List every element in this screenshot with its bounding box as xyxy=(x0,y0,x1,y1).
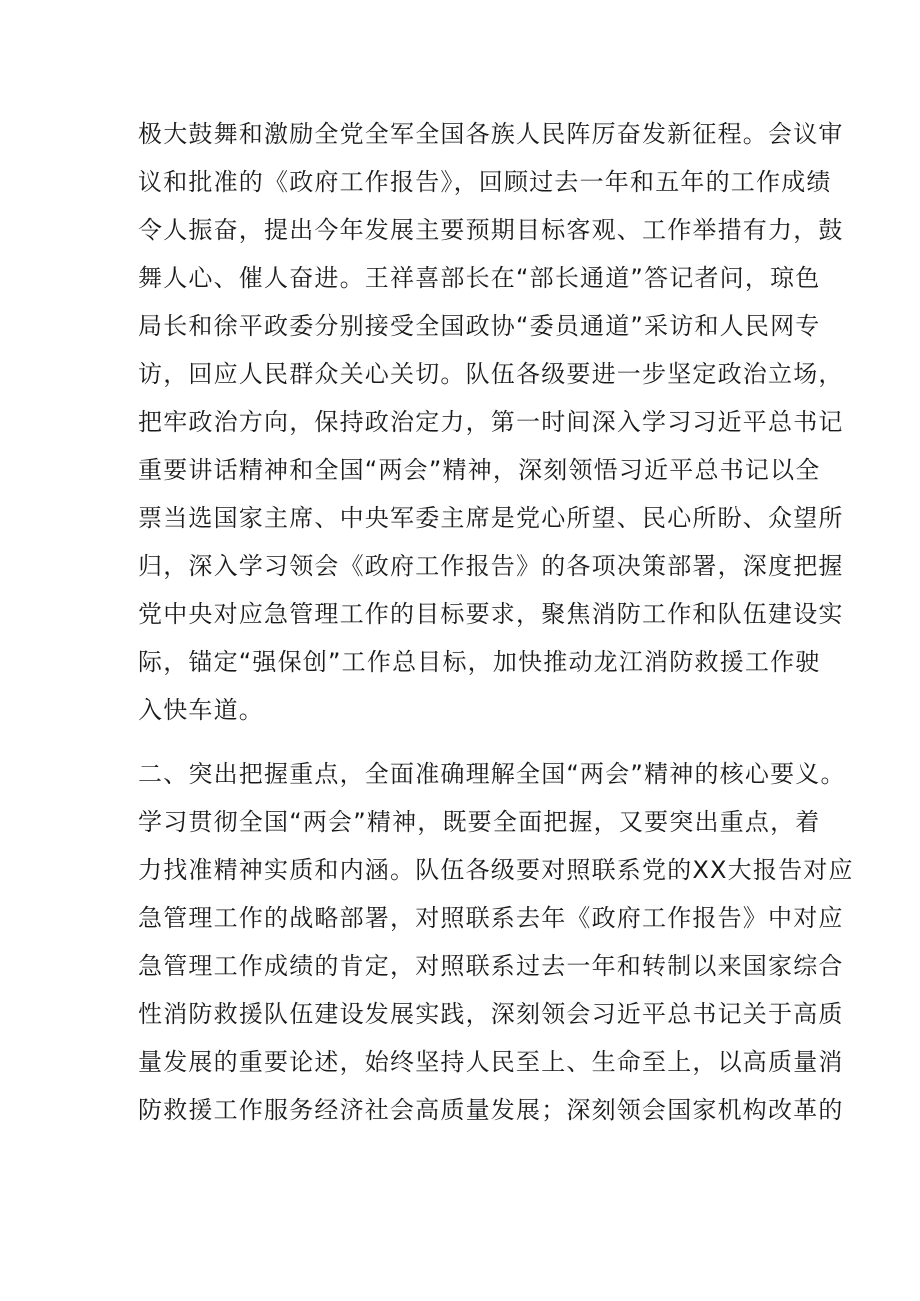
section-heading-line: 二、突出把握重点，全面准确理解全国“两会”精神的核心要义。 xyxy=(138,760,846,788)
paragraph-line: 性消防救援队伍建设发展实践，深刻领会习近平总书记关于高质 xyxy=(138,1000,844,1028)
paragraph-line: 极大鼓舞和激励全党全军全国各族人民阵厉奋发新征程。会议审 xyxy=(138,120,844,148)
paragraph-line: 学习贯彻全国“两会”精神，既要全面把握，又要突出重点，着 xyxy=(138,808,821,836)
paragraph-line: 票当选国家主席、中央军委主席是党心所望、民心所盼、众望所 xyxy=(138,504,844,532)
paragraph-2 xyxy=(138,750,854,1134)
paragraph-line: 访，回应人民群众关心关切。队伍各级要进一步坚定政治立场， xyxy=(138,360,844,388)
paragraph-line: 力找准精神实质和内涵。队伍各级要对照联系党的XX大报告对应 xyxy=(138,856,854,884)
paragraph-line: 令人振奋，提出今年发展主要预期目标客观、工作举措有力，鼓 xyxy=(138,216,844,244)
paragraph-line: 舞人心、催人奋进。王祥喜部长在“部长通道”答记者问，琼色 xyxy=(138,264,821,292)
paragraph-line: 把牢政治方向，保持政治定力，第一时间深入学习习近平总书记 xyxy=(138,408,844,436)
paragraph-line: 局长和徐平政委分别接受全国政协“委员通道”采访和人民网专 xyxy=(138,312,821,340)
paragraph-line: 入快车道。 xyxy=(138,696,264,724)
paragraph-1 xyxy=(138,110,844,734)
paragraph-line: 党中央对应急管理工作的目标要求，聚焦消防工作和队伍建设实 xyxy=(138,600,844,628)
paragraph-line: 急管理工作的战略部署，对照联系去年《政府工作报告》中对应 xyxy=(138,904,844,932)
paragraph-line: 归，深入学习领会《政府工作报告》的各项决策部署，深度把握 xyxy=(138,552,844,580)
paragraph-line: 重要讲话精神和全国“两会”精神，深刻领悟习近平总书记以全 xyxy=(138,456,821,484)
paragraph-line: 急管理工作成绩的肯定，对照联系过去一年和转制以来国家综合 xyxy=(138,952,844,980)
paragraph-line: 防救援工作服务经济社会高质量发展；深刻领会国家机构改革的 xyxy=(138,1096,844,1124)
paragraph-line: 议和批准的《政府工作报告》，回顾过去一年和五年的工作成绩 xyxy=(138,168,832,196)
paragraph-line: 际，锚定“强保创”工作总目标，加快推动龙江消防救援工作驶 xyxy=(138,648,821,676)
paragraph-line: 量发展的重要论述，始终坚持人民至上、生命至上，以高质量消 xyxy=(138,1048,844,1076)
